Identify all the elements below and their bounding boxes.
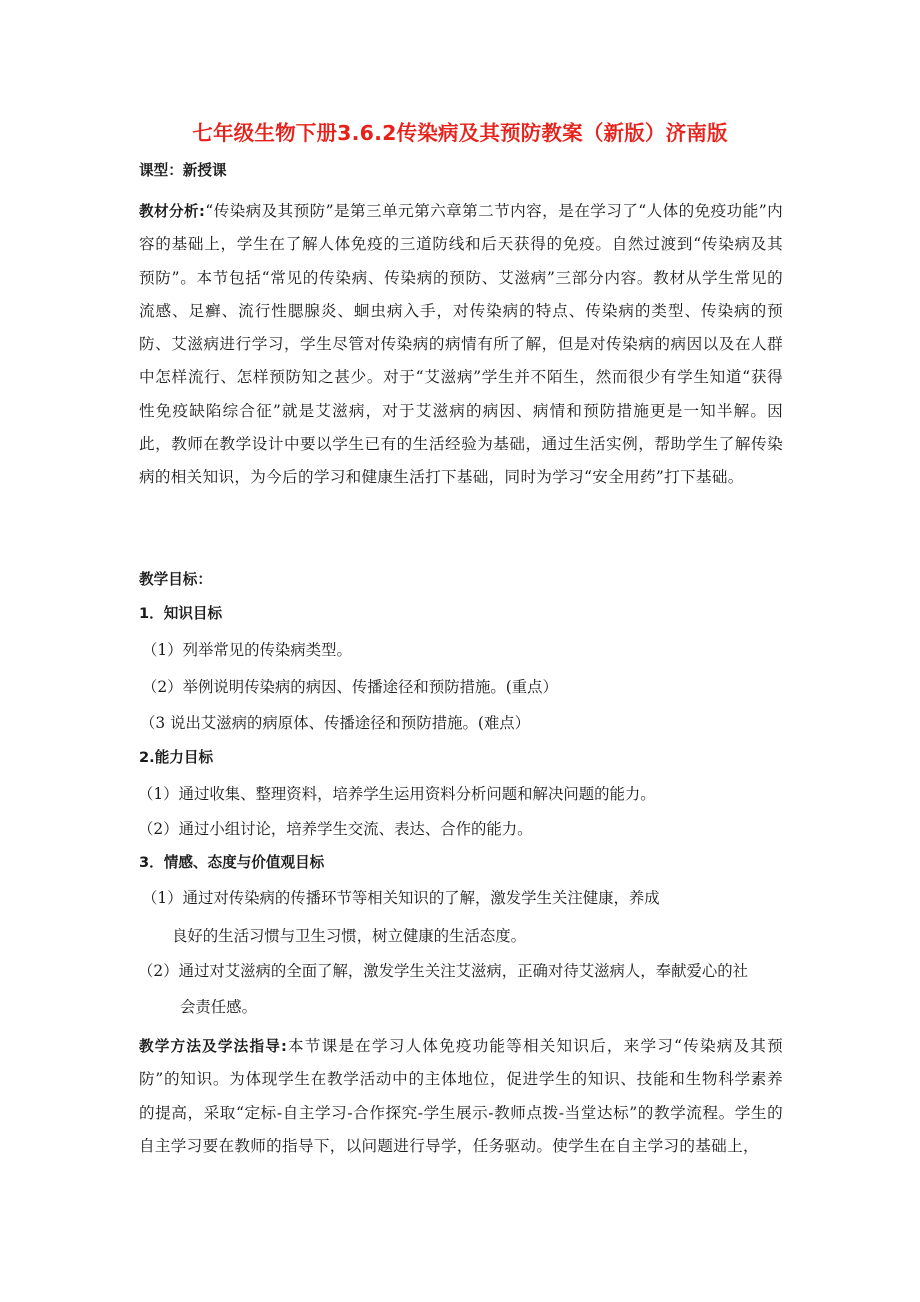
teaching-method-paragraph (139, 1030, 783, 1163)
lesson-type: 课型：新授课 (139, 162, 227, 179)
material-analysis-text: “传染病及其预防”是第三单元第六章第二节内容，是在学习了“人体的免疫功能”内容的基础上，学生在了解人体免疫的三道防线和后天获得的免疫。自然过渡到“传染病及其预防”。本节包括“常见的传染病、传染病的预防、艾滋病”三部分内容。教材从学生常见的流感、足癣、流行性腮腺炎、蛔虫病入手，对传染病的特点、传染病的类型、传染病的预防、艾滋病进行学习，学生尽管对传染病的病情有所了解，但是对传染病的病因以及在人群中怎样流行、怎样预防知之甚少。对于“艾滋病”学生并不陌生，然而很少有学生知道“获得性免疫缺陷综合征”就是艾滋病，对于艾滋病的病因、病情和预防措施更是一知半解。因此，教师在教学设计中要以学生已有的生活经验为基础，通过生活实例，帮助学生了解传染病的相关知识，为今后的学习和健康生活打下基础，同时为学习“安全用药”打下基础。 (139, 202, 783, 487)
emotion-objective-item-line: 良好的生活习惯与卫生习惯，树立健康的生活态度。 (172, 927, 526, 945)
knowledge-objective-item: （3 说出艾滋病的病原体、传播途径和预防措施。(难点） (140, 714, 531, 732)
knowledge-objective-item: （1）列举常见的传染病类型。 (142, 641, 352, 659)
emotion-objective-item-line: 会责任感。 (180, 998, 257, 1016)
teaching-method-label: 教学方法及学法指导: (139, 1038, 288, 1055)
emotion-objective-item-line: （1）通过对传染病的传播环节等相关知识的了解，激发学生关注健康，养成 (142, 889, 660, 907)
teaching-method-text: 本节课是在学习人体免疫功能等相关知识后，来学习“传染病及其预防”的知识。为体现学生在教学活动中的主体地位，促进学生的知识、技能和生物科学素养的提高，采取“定标-自主学习-合作探究-学生展示-教师点拨-当堂达标”的教学流程。学生的自主学习要在教师的指导下，以问题进行导学，任务驱动。使学生在自主学习的基础上， (139, 1037, 783, 1155)
ability-objective-item: （2）通过小组讨论，培养学生交流、表达、合作的能力。 (138, 820, 533, 838)
material-analysis-paragraph (139, 195, 783, 495)
knowledge-objectives-heading: 1．知识目标 (139, 605, 223, 622)
objectives-heading: 教学目标： (139, 571, 212, 588)
document-title: 七年级生物下册3.6.2传染病及其预防教案（新版）济南版 (192, 121, 728, 145)
emotion-objective-item-line: （2）通过对艾滋病的全面了解，激发学生关注艾滋病，正确对待艾滋病人，奉献爱心的社 (138, 962, 749, 980)
ability-objective-item: （1）通过收集、整理资料，培养学生运用资料分析问题和解决问题的能力。 (138, 785, 656, 803)
knowledge-objective-item: （2）举例说明传染病的病因、传播途径和预防措施。(重点） (142, 678, 558, 696)
material-analysis-label: 教材分析: (139, 203, 206, 220)
ability-objectives-heading: 2.能力目标 (139, 749, 214, 766)
emotion-objectives-heading: 3．情感、态度与价值观目标 (139, 854, 325, 871)
